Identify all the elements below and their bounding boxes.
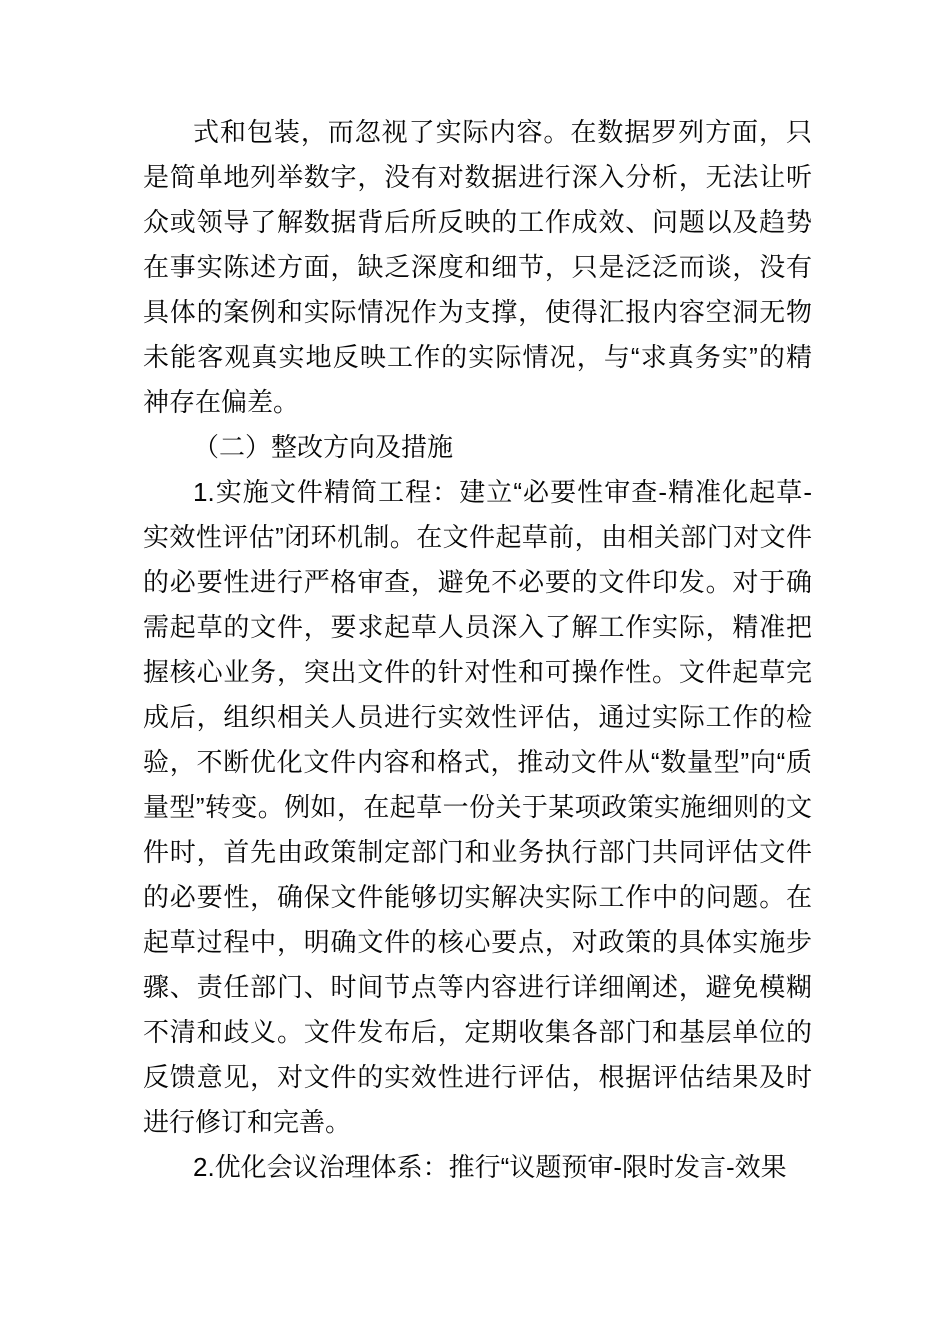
text-line: 2.优化会议治理体系：推行“议题预审-限时发言-效果 [193,1152,787,1182]
text-line: 握核心业务，突出文件的针对性和可操作性。文件起草完 [143,657,812,687]
text-line: 的必要性，确保文件能够切实解决实际工作中的问题。在 [143,882,812,912]
text-line: 是简单地列举数字，没有对数据进行深入分析，无法让听 [143,162,812,192]
text-line: 骤、责任部门、时间节点等内容进行详细阐述，避免模糊 [143,972,812,1002]
text-line: 件时，首先由政策制定部门和业务执行部门共同评估文件 [143,837,812,867]
text-line: 的必要性进行严格审查，避免不必要的文件印发。对于确 [143,567,812,597]
text-line: 众或领导了解数据背后所反映的工作成效、问题以及趋势 [143,207,812,237]
text-line: 在事实陈述方面，缺乏深度和细节，只是泛泛而谈，没有 [143,252,812,282]
text-line: 验，不断优化文件内容和格式，推动文件从“数量型”向“质 [143,747,812,777]
text-line: 未能客观真实地反映工作的实际情况，与“求真务实”的精 [143,342,812,372]
text-line: 起草过程中，明确文件的核心要点，对政策的具体实施步 [143,927,812,957]
text-line: 实效性评估”闭环机制。在文件起草前，由相关部门对文件 [143,522,812,552]
document-body [143,110,812,1190]
text-line: 成后，组织相关人员进行实效性评估，通过实际工作的检 [143,702,812,732]
text-line: （二）整改方向及措施 [193,432,454,462]
text-line: 进行修订和完善。 [143,1107,352,1137]
text-line: 神存在偏差。 [143,387,300,417]
text-line: 量型”转变。例如，在起草一份关于某项政策实施细则的文 [143,792,812,822]
text-line: 式和包装，而忽视了实际内容。在数据罗列方面，只 [193,117,812,147]
text-line: 反馈意见，对文件的实效性进行评估，根据评估结果及时 [143,1062,812,1092]
text-line: 不清和歧义。文件发布后，定期收集各部门和基层单位的 [143,1017,812,1047]
text-line: 具体的案例和实际情况作为支撑，使得汇报内容空洞无物 [143,297,812,327]
text-line: 1.实施文件精简工程：建立“必要性审查-精准化起草- [193,477,812,507]
text-line: 需起草的文件，要求起草人员深入了解工作实际，精准把 [143,612,812,642]
